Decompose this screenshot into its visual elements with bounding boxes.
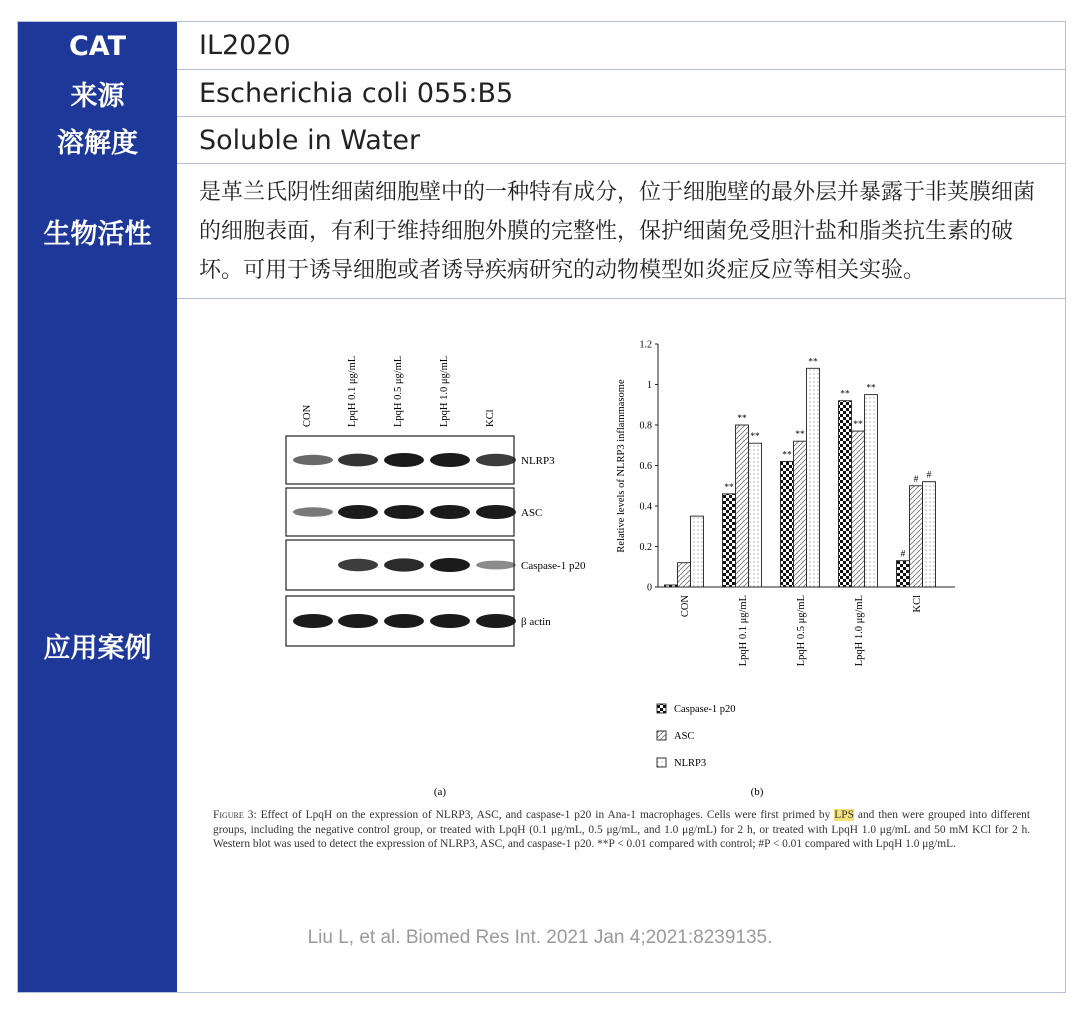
y-tick-label: 1.2	[639, 339, 652, 351]
label-bioactivity: 生物活性	[18, 164, 177, 300]
caption-lead: Figure 3:	[213, 809, 261, 821]
blot-lane-label: CON	[302, 404, 313, 427]
bar	[897, 561, 910, 587]
bar	[749, 443, 762, 587]
blot-band-label: NLRP3	[521, 455, 555, 467]
bar	[807, 368, 820, 587]
blot-band	[338, 559, 378, 571]
blot-band	[430, 614, 470, 628]
caption-highlight-lps: LPS	[834, 809, 854, 821]
significance-mark: #	[900, 549, 906, 560]
legend-swatch	[657, 731, 666, 740]
figure-caption	[213, 808, 1030, 852]
value-bioactivity: 是革兰氏阴性细菌细胞壁中的一种特有成分，位于细胞壁的最外层并暴露于非荚膜细菌的细胞表面，有利于维持细胞外膜的完整性，保护细菌免受胆汁盐和脂类抗生素的破坏。可用于诱导细胞或者诱导疾病研究的动物模型如炎症反应等相关实验。	[177, 164, 1065, 299]
blot-band	[338, 454, 378, 467]
blot-band	[476, 614, 516, 628]
bar	[723, 494, 736, 587]
significance-mark: #	[926, 470, 932, 481]
x-tick-label: CON	[680, 595, 691, 618]
significance-mark: **	[737, 414, 747, 424]
western-blot-panel	[286, 356, 586, 798]
bar	[839, 401, 852, 587]
legend-swatch	[657, 704, 666, 713]
significance-mark: **	[724, 482, 734, 493]
label-solubility: 溶解度	[18, 117, 177, 165]
blot-band-label: β actin	[521, 616, 551, 628]
blot-band	[476, 561, 516, 570]
bar	[923, 482, 936, 587]
y-tick-label: 0.4	[639, 501, 652, 513]
label-source: 来源	[18, 70, 177, 118]
bar	[781, 461, 794, 587]
panel-label-a: (a)	[433, 786, 447, 798]
y-tick-label: 0	[647, 582, 652, 594]
bar	[865, 395, 878, 587]
bar	[852, 431, 865, 587]
label-cat: CAT	[18, 22, 177, 71]
bar	[678, 563, 691, 587]
value-solubility: Soluble in Water	[177, 117, 1065, 164]
legend-swatch	[657, 758, 666, 767]
blot-band-label: ASC	[521, 507, 543, 519]
blot-band	[293, 507, 333, 517]
bar	[665, 585, 678, 587]
legend-label: ASC	[674, 731, 695, 742]
blot-band	[476, 505, 516, 519]
significance-mark: **	[750, 432, 760, 443]
x-tick-label: LpqH 0.5 μg/mL	[796, 595, 807, 667]
y-axis-label: Relative levels of NLRP3 inflammasome	[616, 379, 627, 553]
y-tick-label: 0.6	[639, 461, 652, 472]
x-tick-label: KCl	[912, 595, 923, 613]
x-tick-label: LpqH 1.0 μg/mL	[854, 595, 865, 667]
value-source: Escherichia coli 055:B5	[177, 70, 1065, 117]
significance-mark: **	[795, 430, 805, 441]
significance-mark: **	[866, 383, 876, 394]
value-cat: IL2020	[177, 22, 1065, 70]
blot-band-label: Caspase-1 p20	[521, 560, 586, 572]
bar	[736, 425, 749, 587]
blot-lane-label: KCl	[485, 409, 496, 427]
panel-label-b: (b)	[750, 786, 764, 798]
blot-band	[384, 558, 424, 571]
x-tick-label: LpqH 0.1 μg/mL	[738, 595, 749, 667]
blot-band	[293, 455, 333, 465]
y-tick-label: 1	[647, 380, 652, 391]
legend-label: Caspase-1 p20	[674, 704, 736, 715]
significance-mark: **	[853, 420, 863, 431]
bar	[910, 486, 923, 587]
blot-lane-label: LpqH 0.5 μg/mL	[393, 355, 404, 427]
legend-label: NLRP3	[674, 758, 707, 769]
blot-band	[430, 558, 470, 572]
y-tick-label: 0.2	[639, 542, 652, 553]
significance-mark: **	[840, 389, 850, 400]
blot-lane-label: LpqH 0.1 μg/mL	[347, 355, 358, 427]
significance-mark: **	[782, 450, 792, 461]
blot-band	[384, 614, 424, 628]
bar	[794, 441, 807, 587]
bar	[691, 516, 704, 587]
blot-band	[338, 505, 378, 519]
blot-band	[384, 453, 424, 467]
bar-chart-panel	[616, 340, 955, 770]
blot-band	[430, 505, 470, 519]
blot-band	[430, 453, 470, 467]
blot-band	[293, 614, 333, 628]
significance-mark: **	[808, 357, 818, 368]
caption-part2: and then were grouped into different groups, including the negative control group, or treated with LpqH (0.1 μg/mL, 0.5 μg/mL, and 1.0 μg/mL) for 2 h, or treated with LpqH 1.0 μg/mL and 50 mM KCl for 2 h. Western blot was used to detect the expression of NLRP3, ASC, and caspase-1 p20. **P < 0.01 compared with control; #P < 0.01 compared with LpqH 1.0 μg/mL.	[213, 809, 1030, 851]
caption-part1: Effect of LpqH on the expression of NLRP3, ASC, and caspase-1 p20 in Ana-1 macrophages. Cells were first primed by	[260, 809, 835, 821]
citation: Liu L, et al. Biomed Res Int. 2021 Jan 4;2021:8239135.	[307, 927, 773, 948]
y-tick-label: 0.8	[639, 420, 652, 432]
label-application: 应用案例	[18, 299, 177, 992]
blot-band	[476, 454, 516, 466]
blot-lane-label: LpqH 1.0 μg/mL	[439, 355, 450, 427]
blot-band	[384, 505, 424, 519]
significance-mark: #	[913, 474, 919, 485]
blot-band	[338, 614, 378, 628]
